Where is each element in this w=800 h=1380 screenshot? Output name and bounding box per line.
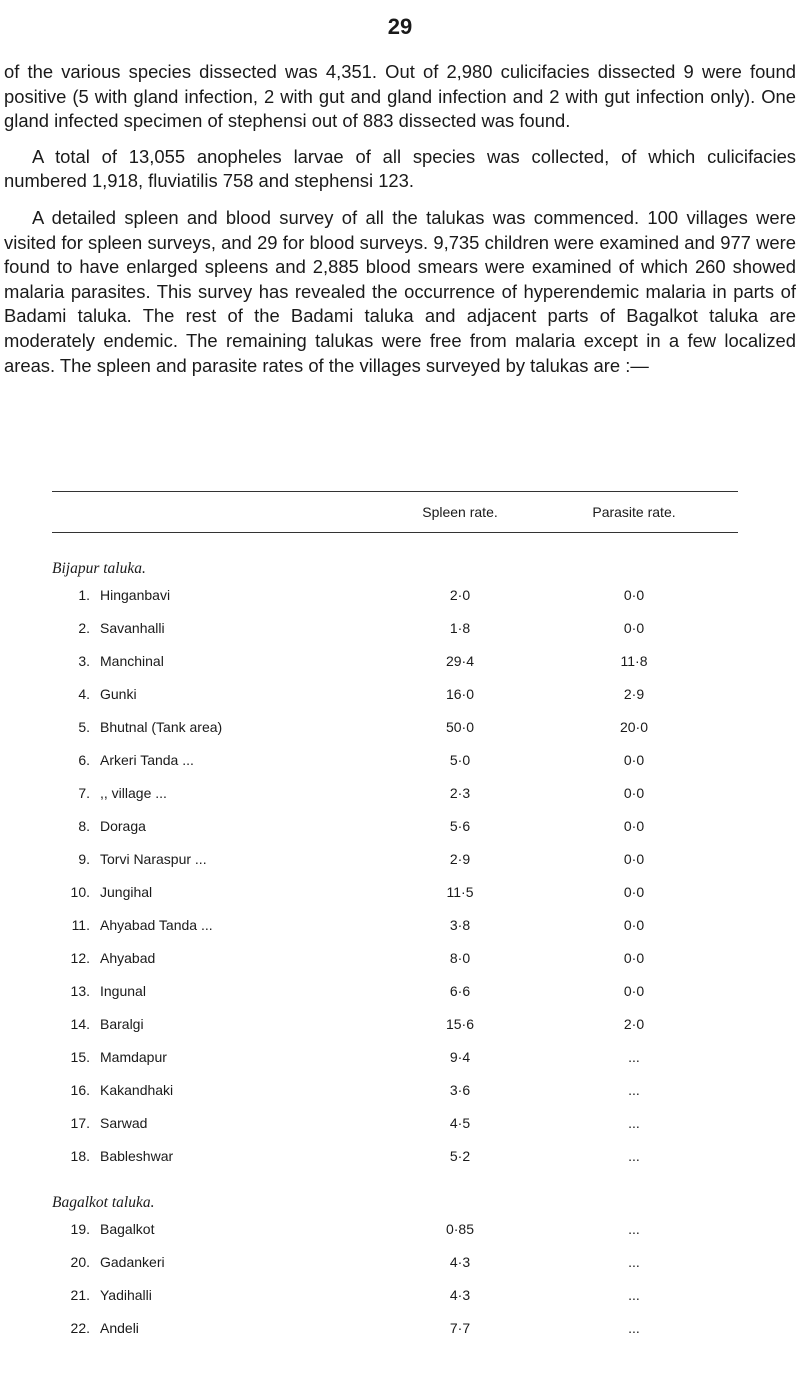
page-number: 29	[387, 14, 413, 39]
village-name: Arkeri Tanda ...	[100, 751, 194, 768]
village-name: Gunki	[100, 685, 137, 702]
spleen-rate-cell: 15·6	[445, 1015, 475, 1032]
spleen-rate-cell: 9·4	[449, 1048, 471, 1065]
row-number: 15.	[70, 1048, 90, 1065]
parasite-rate-cell: ...	[628, 1319, 640, 1336]
village-name: ,, village ...	[100, 784, 167, 801]
parasite-rate-cell: 0·0	[623, 751, 645, 768]
village-name: Hinganbavi	[100, 586, 171, 603]
village-cell	[100, 1007, 390, 1040]
row-number: 19.	[70, 1220, 90, 1237]
section-title: Bijapur taluka.	[52, 560, 146, 577]
spleen-parasite-table	[52, 491, 738, 1344]
village-cell	[100, 908, 390, 941]
table-row	[52, 842, 738, 875]
section-title: Bagalkot taluka.	[52, 1194, 155, 1211]
row-number: 17.	[70, 1114, 90, 1131]
table-row	[52, 1245, 738, 1278]
village-name: Bableshwar	[100, 1147, 174, 1164]
table-row	[52, 809, 738, 842]
row-number: 20.	[70, 1253, 90, 1270]
spleen-rate-cell: 3·8	[449, 916, 471, 933]
village-cell	[100, 941, 390, 974]
village-cell	[100, 1245, 390, 1278]
spleen-rate-cell: 0·85	[445, 1220, 475, 1237]
table-row	[52, 677, 738, 710]
row-number: 7.	[78, 784, 90, 801]
parasite-rate-cell: 0·0	[623, 883, 645, 900]
parasite-rate-cell: ...	[628, 1114, 640, 1131]
parasite-rate-cell: 0·0	[623, 949, 645, 966]
column-header-spleen-rate: Spleen rate.	[422, 503, 498, 520]
table-row	[52, 1311, 738, 1344]
parasite-rate-cell: 0·0	[623, 850, 645, 867]
spleen-rate-cell: 3·6	[449, 1081, 471, 1098]
village-name: Ingunal	[100, 982, 146, 999]
section-heading-row	[52, 1172, 738, 1212]
village-name: Savanhalli	[100, 619, 165, 636]
spleen-rate-cell: 16·0	[445, 685, 475, 702]
village-cell	[100, 875, 390, 908]
spleen-rate-cell: 2·0	[449, 586, 471, 603]
village-cell	[100, 1311, 390, 1344]
table-row	[52, 1106, 738, 1139]
spleen-rate-cell: 4·5	[449, 1114, 471, 1131]
parasite-rate-cell: ...	[628, 1286, 640, 1303]
row-number: 2.	[78, 619, 90, 636]
table-body	[52, 532, 738, 1344]
parasite-rate-cell: 11·8	[620, 652, 648, 669]
parasite-rate-cell: 0·0	[623, 916, 645, 933]
row-number: 5.	[78, 718, 90, 735]
village-name: Manchinal	[100, 652, 164, 669]
paragraph-1: of the various species dissected was 4,351. Out of 2,980 culicifacies dissected 9 were found positive (5 with gland infection, 2 with gut and gland infection and 2 with gut infection only). One gland infected specimen of stephensi out of 883 dissected was found.	[4, 61, 796, 132]
village-name: Doraga	[100, 817, 146, 834]
parasite-rate-cell: ...	[628, 1253, 640, 1270]
parasite-rate-cell: ...	[628, 1147, 640, 1164]
row-number: 12.	[70, 949, 90, 966]
table-row	[52, 1278, 738, 1311]
village-name: Ahyabad	[100, 949, 156, 966]
row-number: 10.	[70, 883, 90, 900]
village-name: Kakandhaki	[100, 1081, 174, 1098]
paragraph-2: A total of 13,055 anopheles larvae of all species was collected, of which culicifacies numbered 1,918, fluviatilis 758 and stephensi 123.	[4, 145, 796, 192]
table-row	[52, 875, 738, 908]
table-row	[52, 776, 738, 809]
village-name: Bhutnal (Tank area)	[100, 718, 223, 735]
parasite-rate-cell: 20·0	[619, 718, 649, 735]
table-row	[52, 1073, 738, 1106]
village-name: Gadankeri	[100, 1253, 165, 1270]
village-cell	[100, 1106, 390, 1139]
village-cell	[100, 974, 390, 1007]
spleen-rate-cell: 6·6	[449, 982, 471, 999]
table-row	[52, 1139, 738, 1172]
body-text	[4, 60, 796, 390]
parasite-rate-cell: ...	[628, 1220, 640, 1237]
spleen-rate-cell: 5·0	[449, 751, 471, 768]
row-number: 16.	[70, 1081, 90, 1098]
village-cell	[100, 776, 390, 809]
parasite-rate-cell: ...	[628, 1081, 640, 1098]
row-number: 8.	[78, 817, 90, 834]
spleen-rate-cell: 5·6	[449, 817, 471, 834]
row-number: 6.	[78, 751, 90, 768]
spleen-rate-cell: 4·3	[449, 1286, 471, 1303]
village-cell	[100, 743, 390, 776]
parasite-rate-cell: 0·0	[623, 784, 645, 801]
parasite-rate-cell: 2·0	[623, 1015, 645, 1032]
village-cell	[100, 578, 390, 611]
village-cell	[100, 842, 390, 875]
table-row	[52, 974, 738, 1007]
row-number: 1.	[78, 586, 90, 603]
village-name: Andeli	[100, 1319, 139, 1336]
village-cell	[100, 1278, 390, 1311]
section-heading-row	[52, 532, 738, 578]
table-row	[52, 743, 738, 776]
village-cell	[100, 611, 390, 644]
parasite-rate-cell: 0·0	[623, 619, 645, 636]
spleen-rate-cell: 50·0	[445, 718, 475, 735]
parasite-rate-cell: ...	[628, 1048, 640, 1065]
row-number: 21.	[70, 1286, 90, 1303]
table-row	[52, 578, 738, 611]
table-row	[52, 941, 738, 974]
spleen-rate-cell: 2·3	[449, 784, 471, 801]
spleen-rate-cell: 7·7	[449, 1319, 471, 1336]
table-row	[52, 644, 738, 677]
village-name: Sarwad	[100, 1114, 148, 1131]
village-name: Jungihal	[100, 883, 153, 900]
village-name: Baralgi	[100, 1015, 144, 1032]
parasite-rate-cell: 0·0	[623, 982, 645, 999]
table-row	[52, 908, 738, 941]
spleen-rate-cell: 5·2	[449, 1147, 471, 1164]
village-cell	[100, 1212, 390, 1245]
village-name: Bagalkot	[100, 1220, 155, 1237]
spleen-rate-cell: 11·5	[446, 883, 474, 900]
village-cell	[100, 644, 390, 677]
village-cell	[100, 1040, 390, 1073]
table-row	[52, 710, 738, 743]
row-number: 14.	[70, 1015, 90, 1032]
spleen-rate-cell: 2·9	[449, 850, 471, 867]
village-cell	[100, 809, 390, 842]
table-row	[52, 1040, 738, 1073]
column-header-parasite-rate: Parasite rate.	[592, 503, 676, 520]
table-row	[52, 1212, 738, 1245]
parasite-rate-cell: 2·9	[623, 685, 645, 702]
row-number: 18.	[70, 1147, 90, 1164]
spleen-rate-cell: 1·8	[449, 619, 471, 636]
row-number: 13.	[70, 982, 90, 999]
row-number: 3.	[78, 652, 90, 669]
village-cell	[100, 710, 390, 743]
village-cell	[100, 677, 390, 710]
spleen-rate-cell: 29·4	[445, 652, 475, 669]
spleen-rate-cell: 8·0	[449, 949, 471, 966]
village-cell	[100, 1139, 390, 1172]
table-row	[52, 1007, 738, 1040]
village-name: Ahyabad Tanda ...	[100, 916, 213, 933]
paragraph-3: A detailed spleen and blood survey of all the talukas was commenced. 100 villages were visited for spleen surveys, and 29 for blood surveys. 9,735 children were examined and 977 were found to have enlarged spleens and 2,885 blood smears were examined of which 260 showed malaria parasites. This survey has revealed the occurrence of hyperendemic malaria in parts of Badami taluka. The rest of the Badami taluka and adjacent parts of Bagalkot taluka are moderately endemic. The remaining talukas were free from malaria except in a few localized areas. The spleen and parasite rates of the villages surveyed by talukas are :—	[4, 206, 796, 376]
row-number: 11.	[71, 916, 90, 933]
row-number: 4.	[78, 685, 90, 702]
parasite-rate-cell: 0·0	[623, 817, 645, 834]
table-header-row	[52, 491, 738, 532]
parasite-rate-cell: 0·0	[623, 586, 645, 603]
table-row	[52, 611, 738, 644]
village-name: Torvi Naraspur ...	[100, 850, 207, 867]
row-number: 22.	[70, 1319, 90, 1336]
spleen-rate-cell: 4·3	[449, 1253, 471, 1270]
row-number: 9.	[78, 850, 90, 867]
village-name: Mamdapur	[100, 1048, 167, 1065]
village-name: Yadihalli	[100, 1286, 152, 1303]
village-cell	[100, 1073, 390, 1106]
